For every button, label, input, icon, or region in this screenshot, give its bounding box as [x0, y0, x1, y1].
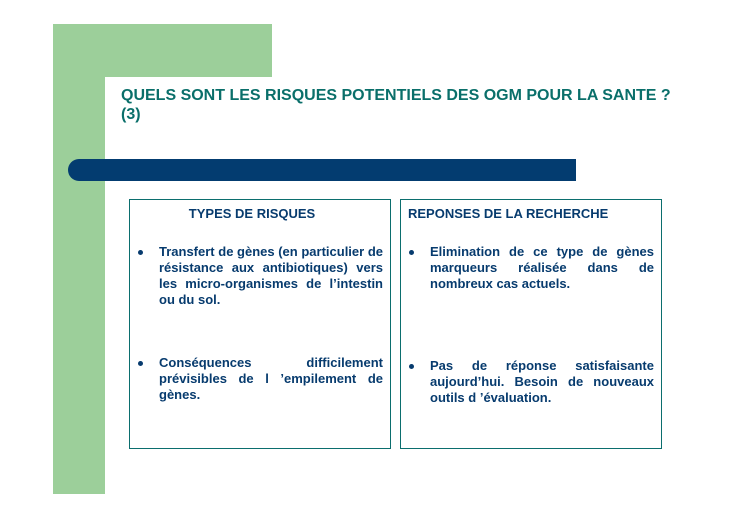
bullet-icon — [409, 250, 414, 255]
risk-types-header: TYPES DE RISQUES — [188, 206, 316, 221]
decorative-green-sidebar — [53, 24, 105, 494]
list-item-text: Conséquences difficilement prévisibles de l ’empilement de gènes. — [159, 355, 383, 402]
bullet-icon — [409, 364, 414, 369]
list-item-text: Pas de réponse satisfaisante aujourd’hui. Besoin de nouveaux outils d ’évaluation. — [430, 358, 654, 405]
list-item — [138, 355, 383, 403]
bullet-icon — [138, 361, 143, 366]
list-item-text: Transfert de gènes (en particulier de résistance aux antibiotiques) vers les micro-organismes de l’intestin ou du sol. — [159, 244, 383, 307]
decorative-green-header-block — [53, 24, 272, 77]
decorative-navy-bar — [68, 159, 576, 181]
list-item — [409, 358, 654, 406]
list-item-text: Elimination de ce type de gènes marqueurs réalisée dans de nombreux cas actuels. — [430, 244, 654, 291]
list-item — [409, 244, 654, 292]
slide-title: QUELS SONT LES RISQUES POTENTIELS DES OGM POUR LA SANTE ? (3) — [121, 87, 671, 123]
research-responses-panel — [400, 199, 662, 449]
research-responses-header: REPONSES DE LA RECHERCHE — [408, 206, 609, 221]
bullet-icon — [138, 250, 143, 255]
list-item — [138, 244, 383, 308]
risk-types-panel — [129, 199, 391, 449]
